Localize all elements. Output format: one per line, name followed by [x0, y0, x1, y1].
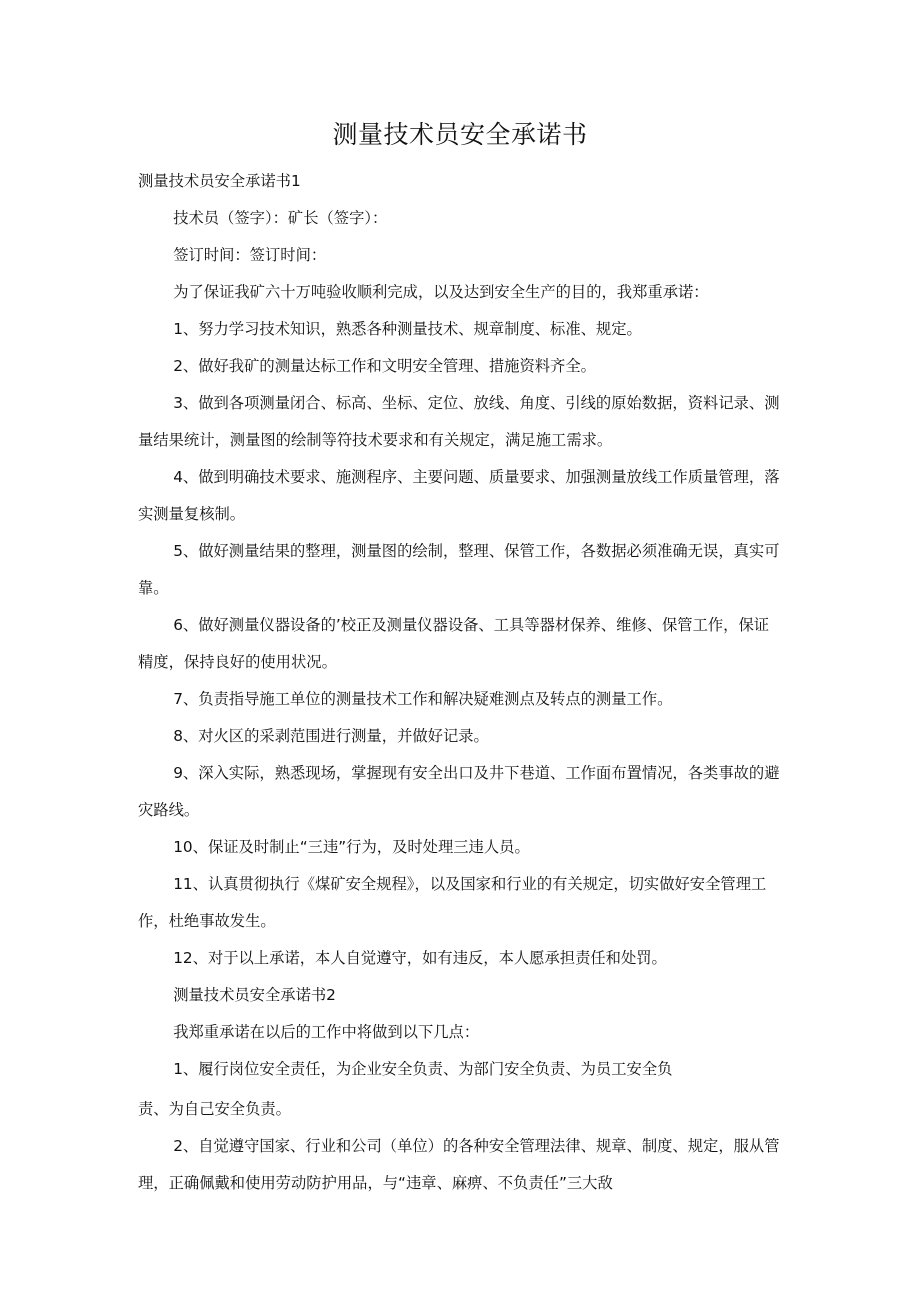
document-body: [138, 163, 783, 1202]
signature-line: 技术员（签字）：矿长（签字）：: [173, 209, 388, 227]
list-item: 10、保证及时制止“三违”行为，及时处理三违人员。: [173, 838, 530, 856]
section-heading-2: 测量技术员安全承诺书2: [173, 986, 336, 1004]
list-item: 2、做好我矿的测量达标工作和文明安全管理、措施资料齐全。: [173, 357, 596, 375]
list-item-continuation: 责、为自己安全负责。: [138, 1100, 291, 1118]
section-heading-1: 测量技术员安全承诺书1: [138, 172, 301, 190]
list-item: 1、努力学习技术知识，熟悉各种测量技术、规章制度、标准、规定。: [173, 320, 642, 338]
list-item: 12、对于以上承诺，本人自觉遵守，如有违反，本人愿承担责任和处罚。: [173, 949, 667, 967]
section2-intro: 我郑重承诺在以后的工作中将做到以下几点：: [173, 1023, 480, 1041]
list-item: 11、认真贯彻执行《煤矿安全规程》，以及国家和行业的有关规定，切实做好安全管理工作，杜绝事故发生。: [138, 875, 767, 930]
list-item: 1、履行岗位安全责任，为企业安全负责、为部门安全负责、为员工安全负: [173, 1060, 673, 1078]
list-item: 6、做好测量仪器设备的’校正及测量仪器设备、工具等器材保养、维修、保管工作，保证精度，保持良好的使用状况。: [138, 616, 770, 671]
document-title: 测量技术员安全承诺书: [332, 120, 588, 149]
list-item: 5、做好测量结果的整理，测量图的绘制，整理、保管工作，各数据必须准确无误，真实可靠。: [138, 542, 780, 597]
section1-intro: 为了保证我矿六十万吨验收顺利完成，以及达到安全生产的目的，我郑重承诺：: [173, 283, 709, 301]
date-line: 签订时间：签订时间：: [173, 246, 327, 264]
list-item: 7、负责指导施工单位的测量技术工作和解决疑难测点及转点的测量工作。: [173, 690, 673, 708]
list-item: 3、做到各项测量闭合、标高、坐标、定位、放线、角度、引线的原始数据，资料记录、测量结果统计，测量图的绘制等符技术要求和有关规定，满足施工需求。: [138, 394, 780, 449]
list-item: 2、自觉遵守国家、行业和公司（单位）的各种安全管理法律、规章、制度、规定，服从管理，正确佩戴和使用劳动防护用品，与“违章、麻痹、不负责任”三大敌: [138, 1137, 780, 1192]
list-item: 9、深入实际，熟悉现场，掌握现有安全出口及井下巷道、工作面布置情况，各类事故的避灾路线。: [138, 764, 780, 819]
list-item: 8、对火区的采剥范围进行测量，并做好记录。: [173, 727, 489, 745]
list-item: 4、做到明确技术要求、施测程序、主要问题、质量要求、加强测量放线工作质量管理，落实测量复核制。: [138, 468, 780, 523]
